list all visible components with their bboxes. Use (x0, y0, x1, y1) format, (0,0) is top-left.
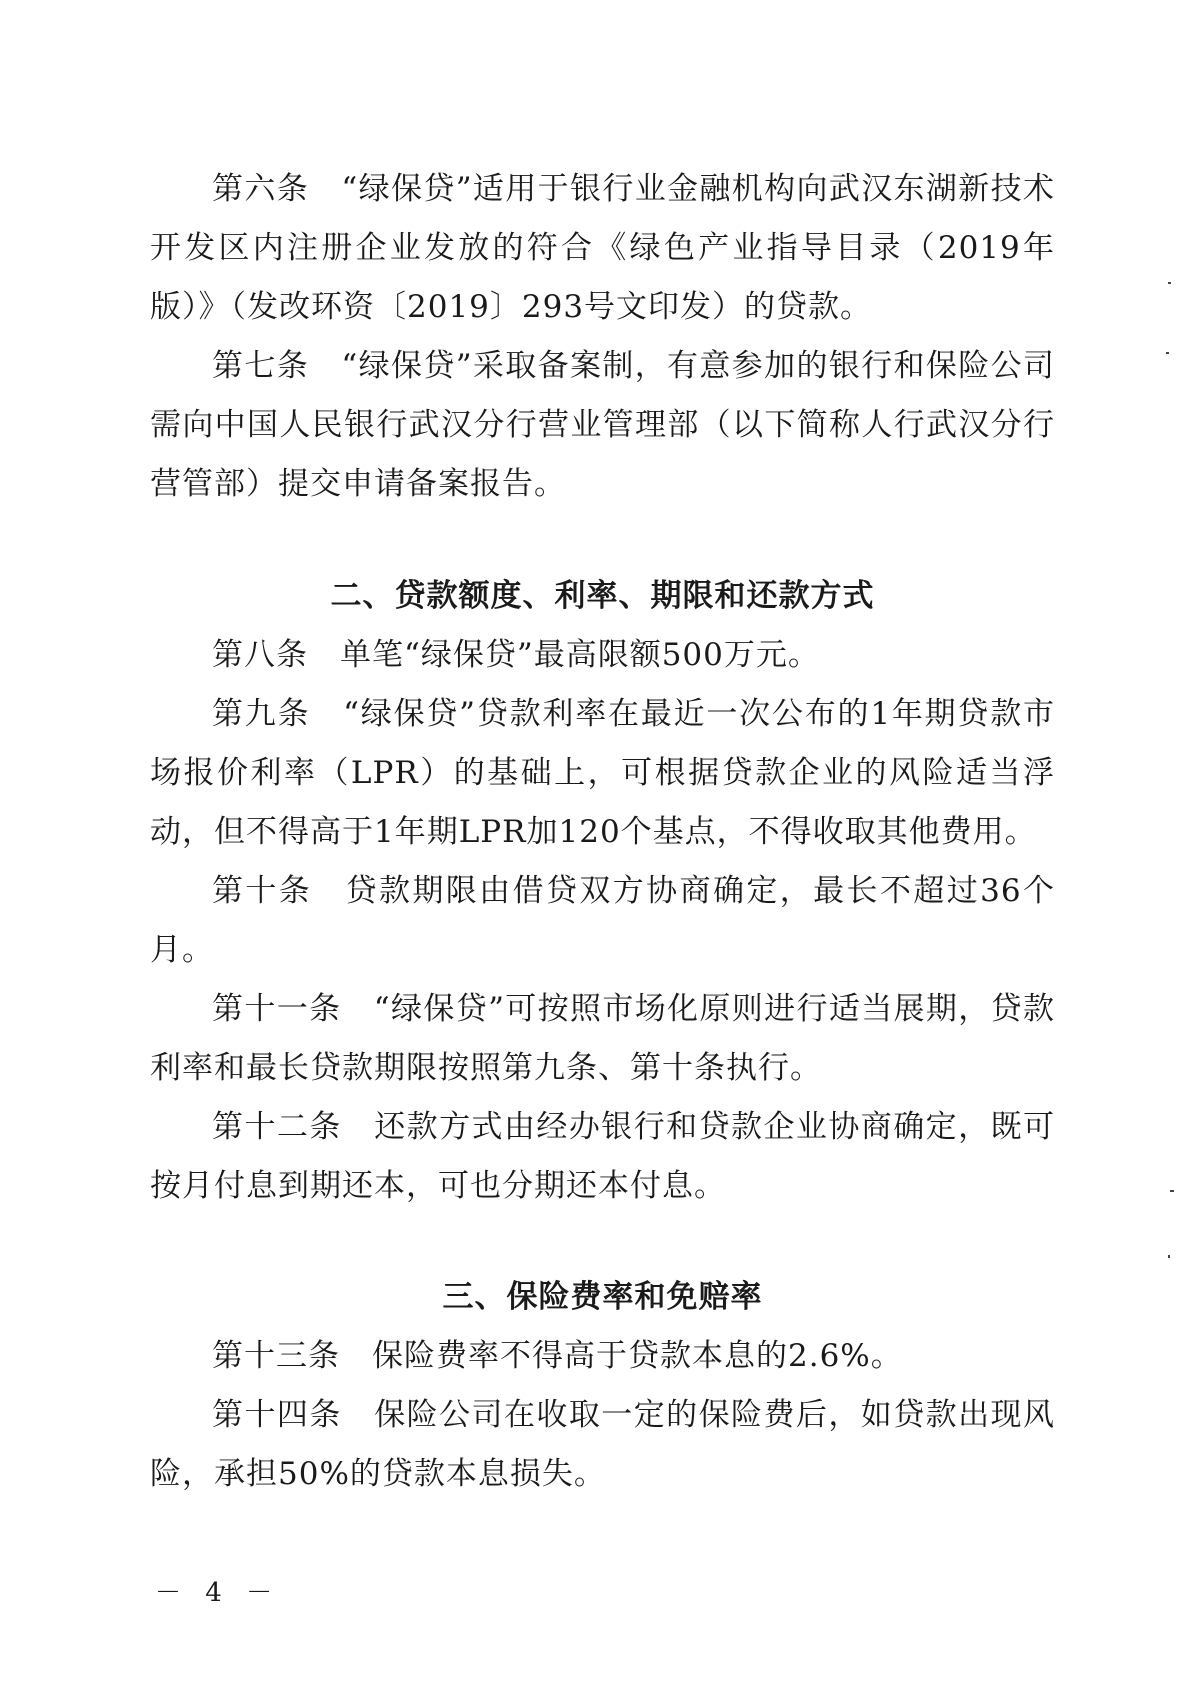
section-gap (150, 1216, 1055, 1268)
article-7: 第七条 “绿保贷”采取备案制，有意参加的银行和保险公司需向中国人民银行武汉分行营业管理部（以下简称人行武汉分行营管部）提交申请备案报告。 (150, 348, 1055, 502)
section-heading-insurance: 三、保险费率和免赔率 (442, 1279, 763, 1315)
page-number: － 4 － (155, 1578, 281, 1608)
scan-mark (1166, 352, 1169, 354)
article-9: 第九条 “绿保贷”贷款利率在最近一次公布的1年期贷款市场报价利率（LPR）的基础上，可根据贷款企业的风险适当浮动，但不得高于1年期LPR加120个基点，不得收取其他费用。 (150, 696, 1055, 850)
article-12: 第十二条 还款方式由经办银行和贷款企业协商确定，既可按月付息到期还本，可也分期还本付息。 (150, 1109, 1055, 1204)
section-heading-loan-terms: 二、贷款额度、利率、期限和还款方式 (330, 578, 875, 614)
article-14: 第十四条 保险公司在收取一定的保险费后，如贷款出现风险，承担50%的贷款本息损失。 (150, 1397, 1055, 1492)
article-11: 第十一条 “绿保贷”可按照市场化原则进行适当展期，贷款利率和最长贷款期限按照第九条、第十条执行。 (150, 991, 1055, 1086)
scan-mark (1168, 282, 1171, 284)
scan-mark (1170, 1190, 1174, 1192)
article-10: 第十条 贷款期限由借贷双方协商确定，最长不超过36个月。 (150, 873, 1055, 968)
article-6: 第六条 “绿保贷”适用于银行业金融机构向武汉东湖新技术开发区内注册企业发放的符合《绿色产业指导目录（2019年版）》（发改环资〔2019〕293号文印发）的贷款。 (150, 171, 1055, 325)
article-13: 第十三条 保险费率不得高于贷款本息的2.6%。 (212, 1338, 903, 1374)
article-8: 第八条 单笔“绿保贷”最高限额500万元。 (212, 637, 820, 673)
section-gap (150, 514, 1055, 567)
document-body (150, 160, 1055, 1504)
scan-mark (1168, 1255, 1170, 1258)
